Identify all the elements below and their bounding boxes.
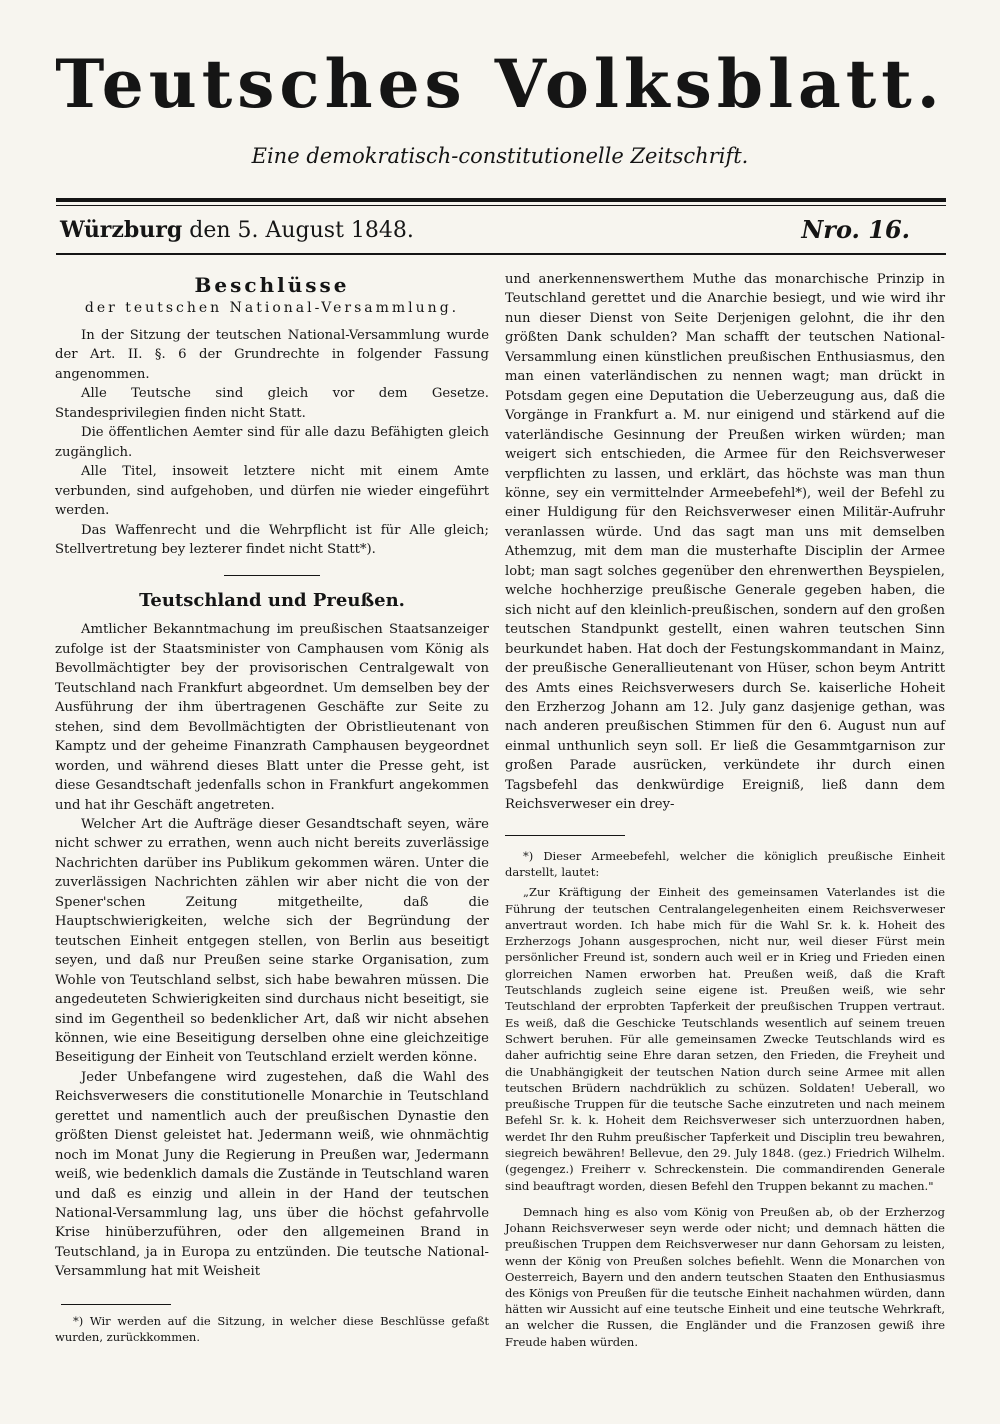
issue-number: Nro. 16. [801,215,910,244]
masthead-rule-thin [56,205,946,206]
paragraph: Die öffentlichen Aemter sind für alle dazu Befähigten gleich zugänglich. [55,425,489,460]
paragraph: Alle Teutsche sind gleich vor dem Gesetze. Standesprivilegien finden nicht Statt. [55,386,489,421]
article-title-beschluesse: Beschlüsse [194,273,350,297]
footnote-rule [505,835,625,836]
paragraph: Amtlicher Bekanntmachung im preußischen Staatsanzeiger zufolge ist der Staatsminister von Camphausen vom König als Bevollmächtigter bey der provisorischen Centralgewalt von Teutschland nach Frankfurt abgeordnet. Um demselben bey der Ausführung der ihm übertragenen Geschäfte zur Seite zu stehen, sind dem Bevollmächtigten der Obristlieutenant von Kamptz und der geheime Finanzrath Camphausen beygeordnet worden, und während dieses Blatt unter die Presse geht, ist diese Gesandtschaft jedenfalls schon in Frankfurt angekommen und hat ihr Geschäft angetreten. [55,622,489,813]
paragraph: Jeder Unbefangene wird zugestehen, daß die Wahl des Reichsverwesers die constitutionelle Monarchie in Teutschland gerettet und namentlich auch der preußischen Dynastie den größten Dienst geleistet hat. Jedermann weiß, wie ohnmächtig noch im Monat Juny die Regierung in Preußen war, Jedermann weiß, wie bedenklich damals die Zustände in Teutschland waren und daß es einzig und allein in der Hand der teutschen National-Versammlung lag, uns über die höchst gefahrvolle Krise hinüberzuführen, oder den allgemeinen Brand in Teutschland, ja in Europa zu entzünden. Die teutsche National-Versammlung hat mit Weisheit [55,1069,489,1280]
left-column [55,270,489,1345]
footnote-right-closing [505,1204,945,1350]
dateline-place: Würzburg [60,217,183,243]
paragraph-continuation: und anerkennenswerthem Muthe das monarchische Prinzip in Teutschland gerettet und die Anarchie besiegt, und wie wird ihr nun dieser Dienst von Seite Derjenigen gelohnt, die ihr den größten Dank schulden? Man schafft der teutschen National-Versammlung einen künstlichen preußischen Enthusiasmus, den man einen vaterländischen zu nennen wagt; man drückt in Potsdam gegen eine Deputation die Ueberzeugung aus, daß die Vorgänge in Frankfurt a. M. nur einigend und stärkend auf die vaterländische Gesinnung der Preußen wirken würden; man weigert sich entschieden, die Armee für den Reichsverweser verpflichten zu lassen, und erklärt, das höchste was man thun könne, sey ein vermittelnder Armeebefehl*), weil der Befehl zu einer Huldigung für den Reichsverweser einen Militär-Aufruhr veranlassen würde. Und das sagt man uns mit demselben Athemzug, mit dem man die musterhafte Disciplin der Armee lobt; man sagt solches gegenüber den ehrenwerthen Beyspielen, welche hochherzige preußische Generale gegeben haben, die sich nicht auf den kleinlich-preußischen, sondern auf den großen teutschen Standpunkt gestellt, einen wahren teutschen Sinn beurkundet haben. Hat doch der Festungskommandant in Mainz, der preußische Generallieutenant von Hüser, schon beym Antritt des Amts eines Reichsverwesers durch Se. kaiserliche Hoheit den Erzherzog Johann am 12. July ganz dasjenige gethan, was nach anderen preußischen Stimmen für den 6. August nun auf einmal unthunlich seyn soll. Er ließ die Gesammtgarnison zur großen Parade ausrücken, verkündete ihr durch einen Tagsbefehl das denkwürdige Ereigniß, ließ dann dem Reichsverweser ein drey- [505,272,945,813]
paragraph: Alle Titel, insoweit letztere nicht mit einem Amte verbunden, sind aufgehoben, und dürfen nie wieder eingeführt werden. [55,464,489,519]
dateline [60,213,940,247]
article-title-teutschland: Teutschland und Preußen. [139,590,405,612]
dateline-rule [56,253,946,255]
article-separator [224,575,320,576]
army-order-quote [505,884,945,1194]
quote-text: „Zur Kräftigung der Einheit des gemeinsamen Vaterlandes ist die Führung der teutschen Centralangelegenheiten einem Reichsverweser anvertraut worden. Ich habe mich für die Wahl Sr. k. k. Hoheit des Erzherzogs Johann ausgesprochen, nicht nur, weil dieser Fürst mein persönlicher Freund ist, sondern auch weil er in Krieg und Frieden einen glorreichen Namen erworben hat. Preußen weiß, daß die Kraft Teutschlands zugleich seine eigene ist. Preußen weiß, wie sehr Teutschland der erprobten Tapferkeit der preußischen Truppen vertraut. Es weiß, daß die Geschicke Teutschlands wesentlich auf seinem treuen Schwert beruhen. Für alle gemeinsamen Zwecke Teutschlands wird es daher aufrichtig seine Ehre daran setzen, den Frieden, die Freyheit und die Unabhängigkeit der teutschen Nation durch seine Armee mit allen teutschen Brüdern nachdrüklich zu schüzen. Soldaten! Ueberall, wo preußische Truppen für die teutsche Sache einzutreten und nach meinem Befehl Sr. k. k. Hoheit dem Reichsverweser sich unterzuordnen haben, werdet Ihr den Ruhm preußischer Tapferkeit und Disciplin treu bewahren, siegreich bewähren! Bellevue, den 29. July 1848. (gez.) Friedrich Wilhelm. (gegengez.) Freiherr v. Schreckenstein. Die commandirenden Generale sind beauftragt worden, diesen Befehl den Truppen bekannt zu machen." [505,885,945,1193]
dateline-date: den 5. August 1848. [189,218,414,243]
footnote-rule [61,1304,171,1305]
masthead-title: Teutsches Volksblatt. [55,45,945,123]
paragraph: Welcher Art die Aufträge dieser Gesandtschaft seyen, wäre nicht schwer zu errathen, wenn auch nicht bereits zuverlässige Nachrichten darüber ins Publikum gekommen wären. Unter die zuverlässigen Nachrichten zählen wir aber nicht die von der Spener'schen Zeitung mitgetheilte, daß die Hauptschwierigkeiten, welche sich der Begründung der teutschen Einheit entgegen stellen, von Berlin aus beseitigt seyen, und daß nur Preußen seine starke Organisation, zum Wohle von Teutschland selbst, sich habe bewahren müssen. Die angedeuteten Schwierigkeiten sind durchaus nicht beseitigt, sie sind im Gegentheil so bedenklicher Art, daß wir nicht absehen können, wie eine Beseitigung derselben ohne eine gleichzeitige Beseitigung der Einheit von Teutschland erzielt werden könne. [55,816,489,1066]
article-subtitle-beschluesse: der teutschen National-Versammlung. [84,300,460,316]
footnote-right-intro [505,848,945,881]
footnote-text: Demnach hing es also vom König von Preußen ab, ob der Erzherzog Johann Reichsverweser seyn werde oder nicht; und demnach hätten die preußischen Truppen dem Reichsverweser nur dann Gehorsam zu leisten, wenn der König von Preußen solches befiehlt. Wenn die Monarchen von Oesterreich, Bayern und den andern teutschen Staaten den Enthusiasmus des Königs von Preußen für die teutsche Einheit nachahmen würden, dann hätten wir Aussicht auf eine teutsche Einheit und eine teutsche Wehrkraft, an welcher die Russen, die Engländer und die Franzosen gewiß ihre Freude haben würden. [505,1204,945,1349]
masthead-subtitle: Eine demokratisch-constitutionelle Zeitschrift. [251,144,749,168]
right-column [505,270,945,1350]
paragraph: Das Waffenrecht und die Wehrpflicht ist für Alle gleich; Stellvertretung bey lezterer findet nicht Statt*). [55,522,489,557]
masthead-rule-thick [56,198,946,202]
footnote-text: *) Wir werden auf die Sitzung, in welcher diese Beschlüsse gefaßt wurden, zurückkommen. [55,1313,489,1345]
paragraph: In der Sitzung der teutschen National-Versammlung wurde der Art. II. §. 6 der Grundrechte in folgender Fassung angenommen. [55,328,489,382]
footnote-left [55,1313,489,1346]
footnote-text: *) Dieser Armeebefehl, welcher die königlich preußische Einheit darstellt, lautet: [505,848,945,879]
